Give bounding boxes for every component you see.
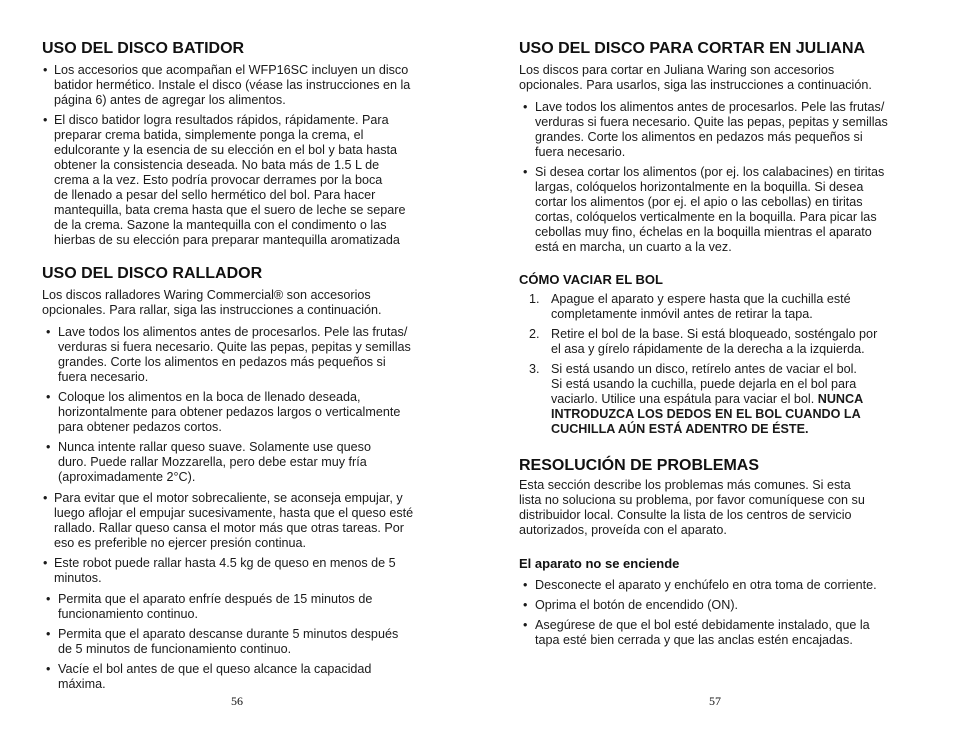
text-line: de la crema. Sazone la mantequilla con el condimento o las xyxy=(54,218,387,232)
juliana-list xyxy=(519,100,911,255)
batidor-list xyxy=(42,63,442,248)
list-item xyxy=(42,390,442,435)
rallador-list-tight xyxy=(42,491,442,586)
bullet-marker: • xyxy=(46,325,51,339)
text-line: Vacíe el bol antes de que el queso alcance la capacidad xyxy=(58,662,372,676)
list-item xyxy=(42,491,442,551)
text-line: hierbas de su elección para preparar mantequilla aromatizada xyxy=(54,233,400,247)
text-line: de llenado a pesar del sello hermético del bol. Para hacer xyxy=(54,188,376,202)
bullet-marker: • xyxy=(46,627,51,641)
rallador-list-end xyxy=(42,592,442,692)
text-line: Permita que el aparato descanse durante 5 minutos después xyxy=(58,627,399,641)
text-line: Si desea cortar los alimentos (por ej. los calabacines) en tiritas xyxy=(535,165,885,179)
text-line: está en marcha, un cuarto a la vez. xyxy=(535,240,732,254)
text-line: el asa y gírelo rápidamente de la derecha a la izquierda. xyxy=(551,342,865,356)
list-item xyxy=(42,627,442,657)
text-line: mantequilla, bata crema hasta que el suero de leche se separe xyxy=(54,203,406,217)
list-item xyxy=(42,440,442,485)
step-item xyxy=(519,327,911,357)
section-title-problemas: RESOLUCIÓN DE PROBLEMAS xyxy=(519,457,760,474)
text-line: verduras si fuera necesario. Quite las pepas, pepitas y semillas xyxy=(535,115,888,129)
text-line: cortas, colóquelos verticalmente en la boquilla. Para picar las xyxy=(535,210,877,224)
section-title-juliana: USO DEL DISCO PARA CORTAR EN JULIANA xyxy=(519,40,866,57)
text-line: Permita que el aparato enfríe después de 15 minutos de xyxy=(58,592,373,606)
text-line: luego aflojar el empujar sucesivamente, hasta que el queso esté xyxy=(54,506,414,520)
section-title-batidor: USO DEL DISCO BATIDOR xyxy=(42,40,245,57)
text-line: (aproximadamente 2°C). xyxy=(58,470,196,484)
problemas-list xyxy=(519,578,911,648)
text-line: Retire el bol de la base. Si está bloqueado, sosténgalo por xyxy=(551,327,878,341)
text-line: obtener la consistencia deseada. No bata más de 1.5 L de xyxy=(54,158,380,172)
text-line: vaciarlo. Utilice una espátula para vaciar el bol. NUNCA xyxy=(551,392,864,406)
list-item xyxy=(519,598,911,613)
bullet-marker: • xyxy=(43,556,48,570)
page-number: 57 xyxy=(709,694,721,708)
text-line: largas, colóquelos horizontalmente en la boquilla. Si desea xyxy=(535,180,864,194)
bullet-marker: • xyxy=(43,63,48,77)
text-line: eso es preferible no ejercer presión continua. xyxy=(54,536,307,550)
text-line: tapa esté bien cerrada y que las anclas estén encajadas. xyxy=(535,633,853,647)
text-line: Coloque los alimentos en la boca de llenado deseada, xyxy=(58,390,361,404)
text-line: Si está usando la cuchilla, puede dejarla en el bol para xyxy=(551,377,857,391)
vaciar-steps xyxy=(519,292,911,437)
text-line: grandes. Corte los alimentos en pedazos más pequeños si xyxy=(535,130,863,144)
text-line: Los discos ralladores Waring Commercial® son accesorios xyxy=(42,288,371,302)
text-line: Esta sección describe los problemas más comunes. Si esta xyxy=(519,478,851,492)
text-line: Desconecte el aparato y enchúfelo en otra toma de corriente. xyxy=(535,578,877,592)
text-line: de 5 minutos de funcionamiento continuo. xyxy=(58,642,292,656)
text-line: Nunca intente rallar queso suave. Solamente use queso xyxy=(58,440,371,454)
text-line: minutos. xyxy=(54,571,102,585)
juliana-intro xyxy=(519,63,911,93)
list-item xyxy=(42,113,442,248)
bullet-marker: • xyxy=(46,390,51,404)
text-line: Lave todos los alimentos antes de procesarlos. Pele las frutas/ xyxy=(535,100,885,114)
text-line: página 6) antes de agregar los alimentos. xyxy=(54,93,286,107)
bullet-marker: • xyxy=(523,165,528,179)
warning-line: INTRODUZCA LOS DEDOS EN EL BOL CUANDO LA xyxy=(551,407,861,421)
problemas-intro xyxy=(519,478,911,538)
text-line: fuera necesario. xyxy=(58,370,149,384)
text-line: máxima. xyxy=(58,677,106,691)
section-title-vaciar: CÓMO VACIAR EL BOL xyxy=(519,272,663,287)
bullet-marker: • xyxy=(43,491,48,505)
list-item xyxy=(519,100,911,160)
step-item xyxy=(519,292,911,322)
bullet-marker: • xyxy=(523,100,528,114)
text-line: Este robot puede rallar hasta 4.5 kg de queso en menos de 5 xyxy=(54,556,396,570)
text-line: Oprima el botón de encendido (ON). xyxy=(535,598,739,612)
text-line: Si está usando un disco, retírelo antes de vaciar el bol. xyxy=(551,362,857,376)
text-line: horizontalmente para obtener pedazos largos o verticalmente xyxy=(58,405,401,419)
problem-subtitle: El aparato no se enciende xyxy=(519,556,680,571)
text-line: para obtener pedazos cortos. xyxy=(58,420,222,434)
bullet-marker: • xyxy=(523,618,528,632)
page-number: 56 xyxy=(231,694,243,708)
list-item xyxy=(42,556,442,586)
text-line: opcionales. Para rallar, siga las instrucciones a continuación. xyxy=(42,303,382,317)
rallador-list xyxy=(42,325,442,485)
text-line: Lave todos los alimentos antes de procesarlos. Pele las frutas/ xyxy=(58,325,408,339)
warning-lead: NUNCA xyxy=(817,392,864,406)
text-line: lista no soluciona su problema, por favor comuníquese con su xyxy=(519,493,865,507)
bullet-marker: • xyxy=(46,662,51,676)
text-line: El disco batidor logra resultados rápidos, rápidamente. Para xyxy=(54,113,389,127)
bullet-marker: • xyxy=(46,440,51,454)
text-line: Para evitar que el motor sobrecaliente, se aconseja empujar, y xyxy=(54,491,403,505)
text-line: verduras si fuera necesario. Quite las pepas, pepitas y semillas xyxy=(58,340,411,354)
text-line: Asegúrese de que el bol esté debidamente instalado, que la xyxy=(535,618,870,632)
text-line: autorizados, proveída con el aparato. xyxy=(519,523,727,537)
text-line: distribuidor local. Consulte la lista de los centros de servicio xyxy=(519,508,852,522)
bullet-marker: • xyxy=(523,578,528,592)
text-line: batidor hermético. Instale el disco (véase las instrucciones en la xyxy=(54,78,411,92)
list-item xyxy=(42,662,442,692)
text-line: Apague el aparato y espere hasta que la cuchilla esté xyxy=(551,292,851,306)
step-item xyxy=(519,362,911,437)
list-item xyxy=(42,592,442,622)
rallador-intro xyxy=(42,288,442,318)
text-line: preparar crema batida, simplemente ponga la crema, el xyxy=(54,128,364,142)
list-item xyxy=(519,165,911,255)
text-line: grandes. Corte los alimentos en pedazos más pequeños si xyxy=(58,355,386,369)
list-item xyxy=(42,63,442,108)
section-title-rallador: USO DEL DISCO RALLADOR xyxy=(42,265,263,282)
list-item xyxy=(42,325,442,385)
text-line: Los accesorios que acompañan el WFP16SC incluyen un disco xyxy=(54,63,409,77)
text-line: cortar los alimentos (por ej. el apio o las cebollas) en tiritas xyxy=(535,195,863,209)
bullet-marker: • xyxy=(46,592,51,606)
list-item xyxy=(519,618,911,648)
step-number: 2. xyxy=(529,327,540,341)
bullet-marker: • xyxy=(523,598,528,612)
text-line: duro. Puede rallar Mozzarella, pero debe estar muy fría xyxy=(58,455,367,469)
list-item xyxy=(519,578,911,593)
text-line: opcionales. Para usarlos, siga las instrucciones a continuación. xyxy=(519,78,872,92)
warning-line: CUCHILLA AÚN ESTÁ ADENTRO DE ÉSTE. xyxy=(551,422,809,436)
bullet-marker: • xyxy=(43,113,48,127)
text-line: rallado. Rallar queso cansa el motor más que otras tareas. Por xyxy=(54,521,404,535)
text-line: completamente inmóvil antes de retirar la tapa. xyxy=(551,307,813,321)
text-line: crema a la vez. Esto podría provocar derrames por la boca xyxy=(54,173,383,187)
text-line: fuera necesario. xyxy=(535,145,626,159)
text-line: edulcorante y la esencia de su elección en el bol y bata hasta xyxy=(54,143,398,157)
text-line: funcionamiento continuo. xyxy=(58,607,199,621)
step-number: 3. xyxy=(529,362,540,376)
text-line: Los discos para cortar en Juliana Waring son accesorios xyxy=(519,63,835,77)
step-number: 1. xyxy=(529,292,540,306)
text-line: cebollas muy fino, échelas en la boquilla mientras el aparato xyxy=(535,225,872,239)
